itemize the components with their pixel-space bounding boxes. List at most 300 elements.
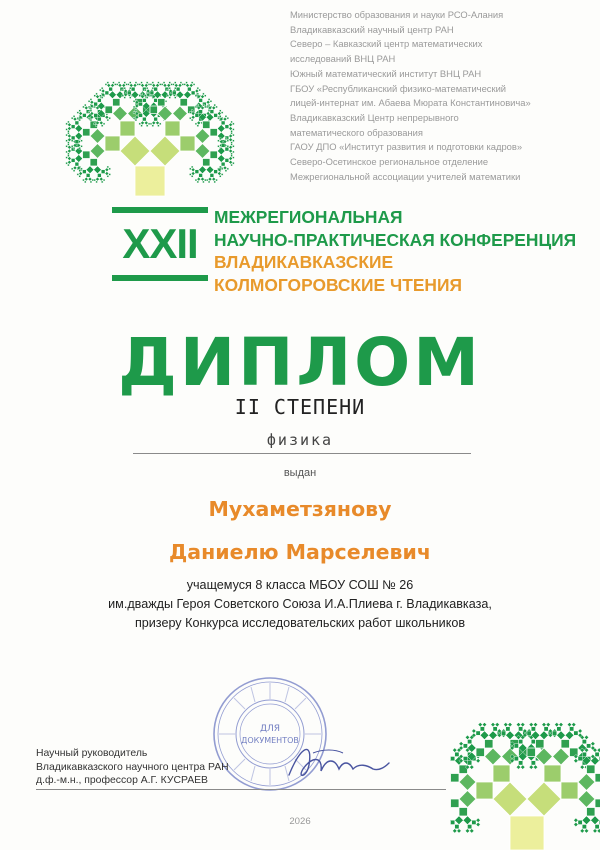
tree-square — [214, 170, 218, 174]
tree-square — [152, 121, 156, 125]
tree-square — [94, 95, 96, 97]
tree-square — [105, 136, 120, 151]
tree-square — [94, 123, 96, 125]
tree-square — [99, 177, 103, 181]
tree-square — [210, 174, 214, 178]
tree-square — [191, 82, 193, 84]
organizer-line: Министерство образования и науки РСО-Алания — [290, 9, 504, 20]
tree-square — [514, 744, 518, 748]
recipient-given-name: Даниелю Марселевич — [169, 540, 431, 564]
supervisor-signature-block — [36, 747, 229, 788]
tree-square — [219, 175, 221, 177]
tree-square — [476, 782, 493, 799]
tree-square — [233, 157, 235, 159]
tree-square — [79, 175, 81, 177]
tree-square — [529, 723, 533, 727]
tree-square — [154, 99, 158, 103]
tree-square — [105, 84, 107, 86]
tree-square — [191, 115, 195, 119]
tree-square — [68, 142, 70, 144]
tree-square — [204, 179, 206, 181]
tree-square — [137, 84, 139, 86]
tree-square — [109, 87, 113, 91]
tree-square — [186, 84, 190, 88]
tree-square — [472, 820, 476, 824]
signature-line — [36, 789, 446, 790]
supervisor-name: д.ф.-м.н., профессор А.Г. КУСРАЕВ — [36, 775, 208, 786]
tree-square — [516, 765, 520, 769]
tree-square — [180, 136, 195, 151]
tree-square — [482, 723, 486, 727]
tree-square — [191, 119, 193, 121]
tree-square — [133, 84, 137, 88]
tree-square — [451, 799, 460, 808]
supervisor-title: Научный руководитель — [36, 748, 148, 759]
tree-square — [122, 95, 124, 97]
tree-square — [203, 121, 211, 129]
tree-square — [212, 177, 216, 181]
tree-square — [81, 168, 83, 170]
tree-square — [195, 114, 199, 118]
tree-square — [214, 114, 218, 118]
tree-square — [527, 748, 536, 757]
tree-square — [231, 142, 233, 144]
tree-square — [204, 106, 206, 108]
tree-square — [189, 84, 193, 88]
tree-square — [101, 89, 105, 93]
tree-square — [107, 175, 109, 177]
tree-square — [88, 112, 90, 114]
tree-square — [150, 84, 152, 86]
tree-square — [455, 752, 459, 756]
tree-square — [90, 110, 92, 112]
tree-square — [574, 759, 578, 763]
tree-square — [572, 723, 576, 727]
tree-square — [218, 125, 226, 133]
tree-square — [139, 84, 141, 86]
recipient-surname: Мухаметзянову — [208, 497, 392, 521]
tree-square — [99, 121, 103, 125]
tree-square — [453, 829, 457, 833]
tree-square — [225, 138, 227, 140]
tree-square — [169, 87, 171, 89]
tree-square — [75, 162, 79, 166]
tree-square — [133, 117, 135, 119]
tree-square — [553, 731, 557, 735]
tree-square — [197, 125, 199, 127]
tree-square — [113, 106, 128, 121]
tree-square — [210, 100, 212, 102]
tree-square — [92, 179, 94, 181]
tree-square — [206, 166, 214, 174]
tree-square — [193, 84, 195, 86]
tree-square — [178, 84, 182, 88]
tree-square — [218, 145, 220, 147]
tree-square — [171, 84, 173, 86]
tree-square — [208, 177, 212, 181]
tree-square — [451, 774, 460, 783]
tree-square — [158, 99, 166, 107]
tree-square — [135, 119, 137, 121]
tree-square — [595, 799, 600, 808]
tree-square — [135, 166, 165, 196]
tree-square — [135, 108, 137, 110]
tree-square — [221, 168, 223, 170]
tree-square — [502, 731, 506, 735]
tree-square — [66, 134, 68, 136]
tree-square — [225, 125, 229, 129]
tree-square — [88, 106, 90, 108]
tree-square — [582, 752, 586, 756]
tree-square — [480, 727, 484, 731]
tree-square — [88, 117, 90, 119]
tree-square — [103, 179, 105, 181]
tree-square — [470, 765, 474, 769]
tree-square — [203, 104, 205, 106]
tree-square — [580, 765, 584, 769]
tree-square — [135, 82, 137, 84]
tree-square — [66, 157, 68, 159]
tree-square — [68, 164, 70, 166]
tree-square — [582, 740, 586, 744]
tree-square — [570, 727, 574, 731]
tree-square — [99, 89, 101, 91]
tree-square — [159, 123, 161, 125]
tree-square — [536, 740, 545, 749]
tree-square — [99, 95, 101, 97]
tree-square — [521, 723, 525, 727]
tree-square — [122, 84, 126, 88]
tree-square — [229, 127, 233, 131]
tree-square — [233, 134, 235, 136]
tree-square — [79, 147, 81, 149]
tree-square — [111, 84, 115, 88]
tree-square — [229, 157, 233, 161]
tree-square — [96, 93, 98, 95]
tree-square — [219, 115, 221, 117]
tree-square — [75, 121, 79, 125]
tree-square — [531, 727, 535, 731]
tree-square — [229, 145, 233, 149]
tree-square — [203, 159, 211, 167]
tree-square — [150, 91, 154, 95]
tree-square — [105, 91, 109, 95]
tree-square — [506, 731, 515, 740]
tree-square — [68, 138, 72, 142]
tree-square — [231, 153, 233, 155]
tree-square — [459, 742, 463, 746]
tree-square — [141, 93, 143, 95]
tree-square — [595, 825, 599, 829]
tree-square — [191, 175, 193, 177]
tree-square — [107, 84, 111, 88]
tree-square — [146, 87, 148, 89]
svg-text:ДЛЯ: ДЛЯ — [259, 724, 281, 734]
tree-square — [167, 89, 169, 91]
tree-square — [150, 95, 152, 97]
tree-square — [459, 808, 468, 817]
tree-square — [455, 816, 464, 825]
tree-square — [81, 140, 83, 142]
tree-square — [96, 181, 98, 183]
tree-square — [79, 172, 83, 176]
tree-square — [531, 761, 535, 765]
tree-square — [154, 117, 158, 121]
tree-square — [197, 177, 201, 181]
tree-square — [204, 95, 206, 97]
tree-square — [174, 82, 176, 84]
tree-square — [68, 130, 70, 132]
tree-square — [195, 123, 197, 125]
tree-square — [156, 84, 160, 88]
diploma-title: ДИПЛОМ — [118, 324, 482, 401]
tree-square — [96, 125, 98, 127]
tree-square — [229, 123, 233, 127]
conference-title-line: НАУЧНО-ПРАКТИЧЕСКАЯ КОНФЕРЕНЦИЯ — [214, 229, 577, 250]
tree-square — [143, 99, 147, 103]
signature — [283, 735, 393, 785]
tree-square — [516, 723, 520, 727]
tree-square — [459, 791, 476, 808]
tree-square — [150, 123, 152, 125]
tree-square — [203, 93, 205, 95]
tree-square — [83, 114, 87, 118]
tree-square — [90, 119, 92, 121]
tree-square — [225, 115, 227, 117]
tree-square — [161, 84, 163, 86]
tree-square — [574, 818, 578, 822]
tree-square — [531, 740, 535, 744]
tree-square — [206, 100, 210, 104]
tree-square — [457, 829, 461, 833]
tree-square — [77, 174, 79, 176]
tree-square — [451, 820, 455, 824]
tree-square — [116, 84, 118, 86]
organizer-line: математического образования — [290, 126, 423, 138]
tree-square — [109, 91, 117, 99]
tree-square — [542, 723, 546, 727]
tree-square — [184, 91, 192, 99]
tree-square — [139, 95, 141, 97]
tree-square — [561, 740, 570, 749]
tree-square — [174, 87, 176, 89]
tree-square — [139, 102, 143, 106]
tree-square — [173, 84, 175, 86]
tree-square — [197, 104, 199, 106]
description-line: учащемуся 8 класса МБОУ СОШ № 26 — [186, 578, 414, 592]
tree-square — [71, 159, 75, 163]
pythagoras-tree-logo — [35, 20, 265, 200]
tree-square — [493, 727, 497, 731]
organizer-line: исследований ВНЦ РАН — [290, 53, 396, 65]
tree-square — [197, 181, 199, 183]
tree-square — [189, 168, 191, 170]
tree-square — [465, 829, 469, 833]
tree-square — [98, 174, 102, 178]
tree-square — [88, 177, 92, 181]
tree-square — [71, 140, 73, 142]
tree-square — [221, 112, 223, 114]
tree-square — [533, 765, 537, 769]
tree-square — [66, 145, 68, 147]
tree-square — [206, 179, 208, 181]
tree-square — [90, 99, 92, 101]
tree-square — [107, 119, 109, 121]
tree-square — [152, 125, 154, 127]
tree-square — [90, 181, 92, 183]
tree-square — [476, 759, 480, 763]
tree-square — [582, 816, 591, 825]
tree-square — [519, 740, 523, 744]
tree-square — [218, 117, 220, 119]
tree-square — [152, 87, 154, 89]
tree-square — [201, 177, 205, 181]
tree-square — [68, 123, 72, 127]
tree-square — [71, 145, 73, 147]
tree-square — [561, 782, 578, 799]
tree-square — [476, 731, 480, 735]
tree-square — [233, 123, 235, 125]
tree-square — [493, 782, 527, 816]
tree-square — [158, 82, 160, 84]
tree-square — [508, 723, 512, 727]
tree-square — [113, 82, 115, 84]
tree-square — [216, 106, 218, 108]
tree-square — [169, 82, 171, 84]
tree-square — [71, 136, 75, 140]
tree-square — [191, 91, 195, 95]
tree-square — [101, 87, 103, 89]
tree-square — [493, 765, 510, 782]
organizer-line: Южный математический институт ВНЦ РАН — [290, 67, 482, 79]
tree-square — [191, 166, 193, 168]
tree-square — [169, 97, 171, 99]
tree-square — [225, 159, 229, 163]
tree-square — [68, 155, 70, 157]
tree-square — [197, 121, 201, 125]
tree-square — [587, 765, 596, 774]
tree-square — [135, 110, 137, 112]
tree-square — [68, 134, 72, 138]
organizer-line: ГАОУ ДПО «Институт развития и подготовки кадров» — [290, 141, 523, 153]
tree-square — [195, 179, 197, 181]
tree-square — [83, 106, 85, 108]
tree-square — [227, 140, 229, 142]
tree-square — [139, 114, 143, 118]
tree-square — [135, 99, 137, 101]
tree-square — [231, 164, 233, 166]
tree-square — [124, 87, 126, 89]
tree-square — [144, 121, 148, 125]
tree-square — [84, 104, 86, 106]
tree-square — [152, 82, 154, 84]
svg-text:ДОКУМЕНТОВ: ДОКУМЕНТОВ — [241, 736, 299, 745]
tree-square — [84, 106, 88, 110]
tree-square — [527, 782, 561, 816]
tree-square — [73, 170, 75, 172]
year: 2026 — [289, 816, 311, 827]
subject-underline — [133, 453, 471, 454]
tree-square — [73, 147, 75, 149]
tree-square — [73, 115, 75, 117]
tree-square — [141, 121, 145, 125]
tree-square — [221, 174, 223, 176]
tree-square — [180, 82, 182, 84]
diploma-degree: II СТЕПЕНИ — [234, 395, 366, 419]
tree-square — [463, 816, 472, 825]
tree-square — [195, 95, 197, 97]
tree-square — [120, 136, 150, 166]
tree-square — [129, 97, 131, 99]
tree-square — [225, 147, 229, 151]
tree-square — [470, 829, 474, 833]
tree-square — [574, 822, 578, 826]
tree-square — [68, 127, 72, 131]
tree-square — [129, 87, 131, 89]
tree-square — [578, 774, 595, 791]
tree-square — [75, 125, 83, 133]
tree-square — [86, 166, 94, 174]
tree-square — [587, 808, 596, 817]
tree-square — [94, 114, 98, 118]
tree-square — [580, 829, 584, 833]
tree-square — [79, 170, 81, 172]
tree-square — [218, 155, 226, 163]
organizer-line: лицей-интернат им. Абаева Мюрата Константиновича» — [290, 97, 531, 109]
conference-number: XXII — [122, 220, 198, 267]
tree-square — [148, 84, 150, 86]
tree-square — [68, 145, 72, 149]
tree-square — [109, 168, 111, 170]
tree-square — [223, 117, 227, 121]
tree-square — [472, 729, 476, 733]
tree-square — [118, 82, 120, 84]
tree-square — [214, 181, 216, 183]
tree-square — [94, 179, 96, 181]
tree-square — [66, 123, 68, 125]
tree-square — [129, 84, 133, 88]
conference-title — [214, 206, 576, 296]
tree-square — [223, 166, 227, 170]
tree-square — [233, 129, 235, 131]
tree-square — [491, 723, 495, 727]
tree-square — [587, 744, 591, 748]
organizers-list — [290, 8, 590, 184]
tree-square — [141, 84, 145, 88]
tree-square — [105, 106, 113, 114]
tree-square — [199, 89, 201, 91]
tree-square — [66, 151, 68, 153]
tree-square — [103, 123, 105, 125]
tree-square — [540, 731, 549, 740]
tree-square — [553, 748, 570, 765]
tree-square — [559, 723, 563, 727]
tree-square — [218, 140, 220, 142]
tree-square — [186, 82, 188, 84]
tree-square — [557, 727, 561, 731]
tree-square — [144, 95, 146, 97]
tree-square — [79, 112, 83, 116]
tree-square — [167, 95, 169, 97]
tree-square — [519, 761, 523, 765]
tree-square — [173, 91, 177, 95]
tree-square — [98, 117, 102, 121]
tree-square — [201, 95, 205, 99]
tree-square — [146, 125, 148, 127]
tree-square — [595, 752, 599, 756]
tree-square — [485, 740, 494, 749]
tree-square — [489, 731, 498, 740]
